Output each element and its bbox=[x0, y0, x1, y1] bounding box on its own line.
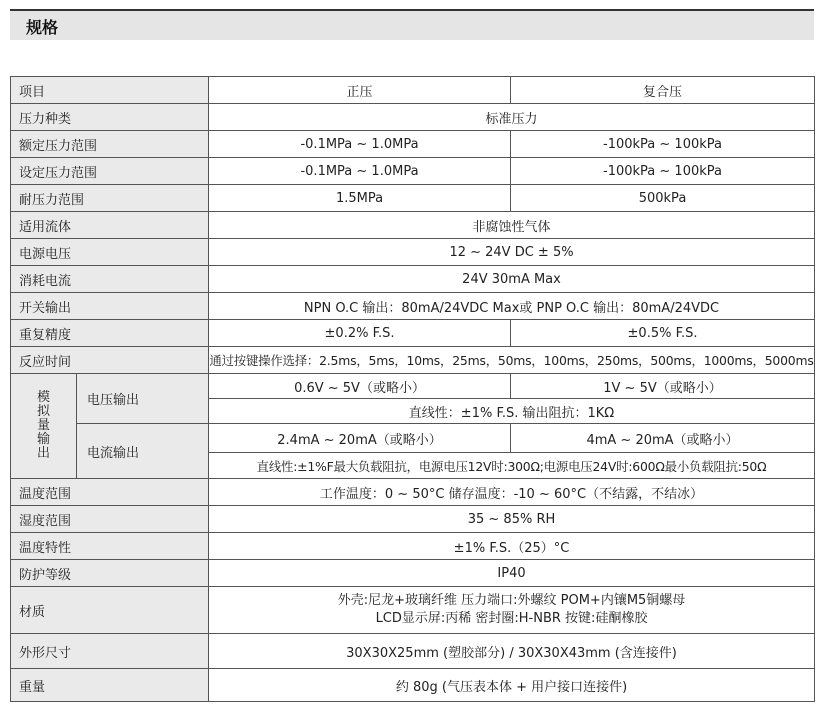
row-label: 额定压力范围 bbox=[11, 131, 209, 158]
row-label: 反应时间 bbox=[11, 347, 209, 374]
row-value: 0.6V ~ 5V（或略小） bbox=[209, 374, 511, 399]
row-value: 直线性：±1% F.S. 输出阻抗：1KΩ bbox=[209, 399, 815, 424]
section-header bbox=[10, 11, 814, 40]
row-label: 设定压力范围 bbox=[11, 158, 209, 185]
row-label: 外形尺寸 bbox=[11, 634, 209, 669]
row-label: 温度特性 bbox=[11, 533, 209, 560]
header-compound: 复合压 bbox=[511, 77, 815, 104]
row-value: 通过按键操作选择：2.5ms，5ms，10ms，25ms，50ms，100ms，250ms，500ms，1000ms，5000ms bbox=[209, 347, 815, 374]
table-row bbox=[11, 320, 815, 347]
row-value: NPN O.C 输出：80mA/24VDC Max或 PNP O.C 输出：80mA/24VDC bbox=[209, 293, 815, 320]
analog-output-group-label: 模拟量输出 bbox=[11, 374, 77, 479]
table-row bbox=[11, 347, 815, 374]
row-label: 温度范围 bbox=[11, 479, 209, 506]
row-value: 1.5MPa bbox=[209, 185, 511, 212]
row-label: 重量 bbox=[11, 669, 209, 702]
section-title: 规格 bbox=[26, 18, 59, 37]
row-value: -100kPa ~ 100kPa bbox=[511, 131, 815, 158]
row-value: ±0.2% F.S. bbox=[209, 320, 511, 347]
table-row bbox=[11, 212, 815, 239]
table-row bbox=[11, 479, 815, 506]
row-value: 非腐蚀性气体 bbox=[209, 212, 815, 239]
row-label: 湿度范围 bbox=[11, 506, 209, 533]
header-item: 项目 bbox=[11, 77, 209, 104]
row-value: ±1% F.S.（25）°C bbox=[209, 533, 815, 560]
row-label: 适用流体 bbox=[11, 212, 209, 239]
row-label: 电源电压 bbox=[11, 239, 209, 266]
row-value: 约 80g (气压表本体 + 用户接口连接件) bbox=[209, 669, 815, 702]
table-row bbox=[11, 669, 815, 702]
row-label: 开关输出 bbox=[11, 293, 209, 320]
material-line-2: LCD显示屏:丙稀 密封圈:H-NBR 按键:硅酮橡胶 bbox=[375, 611, 648, 626]
row-value: 1V ~ 5V（或略小） bbox=[511, 374, 815, 399]
table-header-row bbox=[11, 77, 815, 104]
row-value: 2.4mA ~ 20mA（或略小） bbox=[209, 424, 511, 453]
spec-table bbox=[10, 76, 815, 702]
row-value: ±0.5% F.S. bbox=[511, 320, 815, 347]
table-row bbox=[11, 239, 815, 266]
row-value: 工作温度：0 ~ 50°C 储存温度：-10 ~ 60°C（不结露，不结冰） bbox=[209, 479, 815, 506]
table-row bbox=[11, 634, 815, 669]
table-row bbox=[11, 158, 815, 185]
material-line-1: 外壳:尼龙+玻璃纤维 压力端口:外螺纹 POM+内镶M5铜螺母 bbox=[337, 593, 686, 608]
row-value: 24V 30mA Max bbox=[209, 266, 815, 293]
header-positive: 正压 bbox=[209, 77, 511, 104]
table-row bbox=[11, 533, 815, 560]
row-value bbox=[209, 587, 815, 634]
table-row bbox=[11, 185, 815, 212]
table-row bbox=[11, 266, 815, 293]
row-value: IP40 bbox=[209, 560, 815, 587]
table-row bbox=[11, 506, 815, 533]
table-row bbox=[11, 131, 815, 158]
table-row bbox=[11, 424, 815, 453]
row-label: 消耗电流 bbox=[11, 266, 209, 293]
row-label: 耐压力范围 bbox=[11, 185, 209, 212]
row-label: 重复精度 bbox=[11, 320, 209, 347]
row-value: 直线性:±1%F最大负载阻抗，电源电压12V时:300Ω;电源电压24V时:600Ω最小负载阻抗:50Ω bbox=[209, 453, 815, 479]
row-value: -0.1MPa ~ 1.0MPa bbox=[209, 131, 511, 158]
row-label: 材质 bbox=[11, 587, 209, 634]
table-row bbox=[11, 104, 815, 131]
row-value: 12 ~ 24V DC ± 5% bbox=[209, 239, 815, 266]
table-row bbox=[11, 587, 815, 634]
row-label: 防护等级 bbox=[11, 560, 209, 587]
row-value: 标准压力 bbox=[209, 104, 815, 131]
voltage-output-label: 电压输出 bbox=[77, 374, 209, 424]
current-output-label: 电流输出 bbox=[77, 424, 209, 479]
table-row bbox=[11, 293, 815, 320]
row-value: -0.1MPa ~ 1.0MPa bbox=[209, 158, 511, 185]
row-label: 压力种类 bbox=[11, 104, 209, 131]
row-value: 30X30X25mm (塑胶部分) / 30X30X43mm (含连接件) bbox=[209, 634, 815, 669]
row-value: 500kPa bbox=[511, 185, 815, 212]
table-row bbox=[11, 560, 815, 587]
row-value: 35 ~ 85% RH bbox=[209, 506, 815, 533]
row-value: 4mA ~ 20mA（或略小） bbox=[511, 424, 815, 453]
row-value: -100kPa ~ 100kPa bbox=[511, 158, 815, 185]
table-row bbox=[11, 374, 815, 399]
